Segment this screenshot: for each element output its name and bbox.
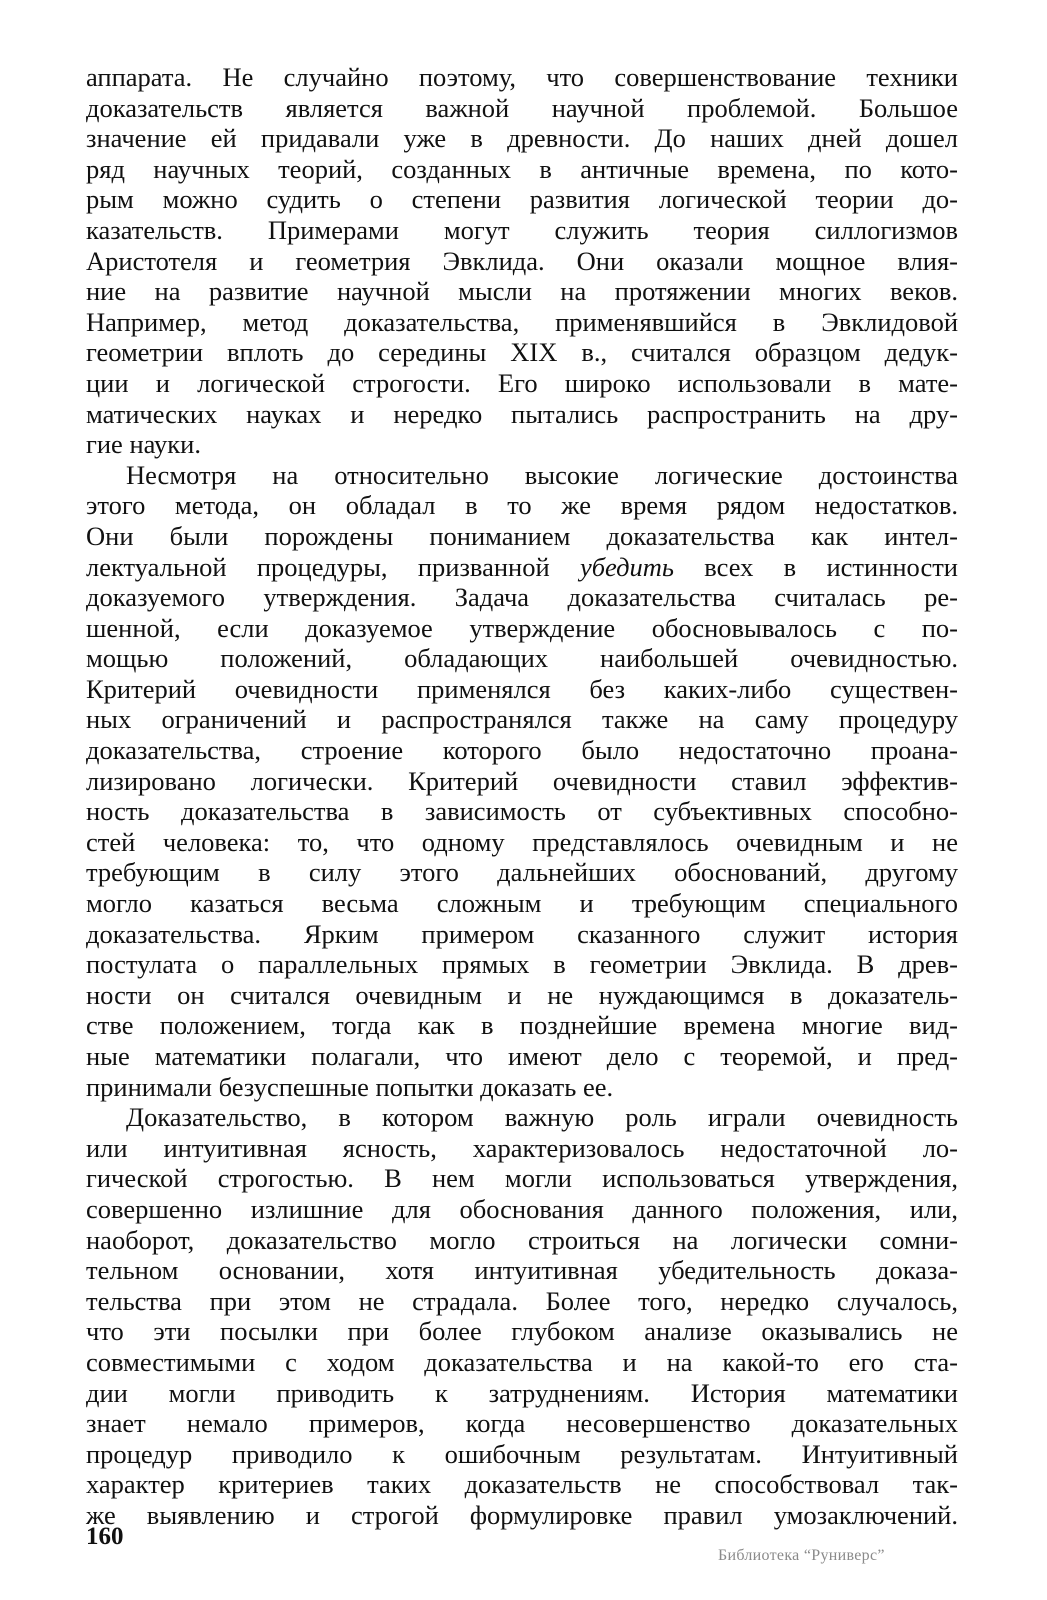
text-line: геометрии вплоть до середины XIX в., считался образцом дедук-: [86, 337, 958, 368]
text-line: совершенно излишние для обоснования данного положения, или,: [86, 1193, 958, 1224]
text-line: шенной, если доказуемое утверждение обосновывалось с по-: [86, 612, 958, 643]
text-line: что эти посылки при более глубоком анализе оказывались не: [86, 1316, 958, 1347]
text-line: могло казаться весьма сложным и требующим специального: [86, 888, 958, 919]
text-line: значение ей придавали уже в древности. До наших дней дошел: [86, 123, 958, 154]
text-line: же выявлению и строгой формулировке правил умозаключений.: [86, 1499, 958, 1530]
text-line: Доказательство, в котором важную роль играли очевидность: [126, 1102, 958, 1133]
text-line: доказуемого утверждения. Задача доказательства считалась ре-: [86, 582, 958, 613]
paragraph-2: [86, 460, 958, 1102]
text-line: постулата о параллельных прямых в геометрии Эвклида. В древ-: [86, 949, 958, 980]
text-line: ные математики полагали, что имеют дело с теоремой, и пред-: [86, 1041, 958, 1071]
text-line: процедур приводило к ошибочным результатам. Интуитивный: [86, 1438, 958, 1469]
text-line: казательств. Примерами могут служить теория силлогизмов: [86, 214, 958, 245]
page-number: 160: [86, 1523, 124, 1550]
text-line: Аристотеля и геометрия Эвклида. Они оказали мощное влия-: [86, 245, 958, 276]
text-line: знает немало примеров, когда несовершенство доказательных: [86, 1408, 958, 1439]
paragraph-3: [86, 1102, 958, 1530]
text-line: тельном основании, хотя интуитивная убедительность доказа-: [86, 1255, 958, 1286]
text-line: тельства при этом не страдала. Более того, нередко случалось,: [86, 1285, 958, 1316]
text-line: наоборот, доказательство могло строиться на логически сомни-: [86, 1224, 958, 1255]
text-line: характер критериев таких доказательств не способствовал так-: [86, 1469, 958, 1500]
text-line: или интуитивная ясность, характеризовалось недостаточной ло-: [86, 1132, 958, 1163]
text-line: гической строгостью. В нем могли использоваться утверждения,: [86, 1163, 958, 1194]
text-line: ряд научных теорий, созданных в античные времена, по кото-: [86, 153, 958, 184]
text-line: дии могли приводить к затруднениям. История математики: [86, 1377, 958, 1408]
text-line: ность доказательства в зависимость от субъективных способно-: [86, 796, 958, 827]
text-line: ние на развитие научной мысли на протяжении многих веков.: [86, 276, 958, 307]
text-line: этого метода, он обладал в то же время рядом недостатков.: [86, 490, 958, 521]
text-line: Несмотря на относительно высокие логические достоинства: [126, 459, 958, 490]
text-line: аппарата. Не случайно поэтому, что совершенствование техники: [86, 62, 958, 92]
text-line: мощью положений, обладающих наибольшей очевидностью.: [86, 643, 958, 674]
text-line: требующим в силу этого дальнейших обоснований, другому: [86, 857, 958, 888]
text-line: гие науки.: [86, 429, 201, 460]
text-fragment: лектуальной процедуры, призванной: [86, 551, 550, 582]
text-line: доказательств является важной научной проблемой. Большое: [86, 92, 958, 123]
paragraph-1: [86, 62, 958, 460]
text-line: лизировано логически. Критерий очевидности ставил эффектив-: [86, 765, 958, 796]
text-line: ции и логической строгости. Его широко использовали в мате-: [86, 367, 958, 398]
text-line: стве положением, тогда как в позднейшие времена многие вид-: [86, 1010, 958, 1041]
text-fragment: всех в истинности: [704, 551, 958, 582]
text-line: доказательства, строение которого было недостаточно проана-: [86, 735, 958, 766]
emphasized-word: убедить: [579, 551, 674, 582]
text-line: [86, 552, 958, 583]
text-line: Критерий очевидности применялся без каких-либо существен-: [86, 673, 958, 704]
text-line: доказательства. Ярким примером сказанного служит история: [86, 918, 958, 949]
text-line: совместимыми с ходом доказательства и на какой-то его ста-: [86, 1346, 958, 1377]
text-line: ности он считался очевидным и не нуждающимся в доказатель-: [86, 979, 958, 1010]
text-line: матических науках и нередко пытались распространить на дру-: [86, 398, 958, 429]
library-watermark: Библиотека “Руниверс”: [718, 1547, 885, 1564]
text-line: принимали безуспешные попытки доказать ее.: [86, 1071, 614, 1102]
text-line: ных ограничений и распространялся также на саму процедуру: [86, 704, 958, 735]
text-line: рым можно судить о степени развития логической теории до-: [86, 184, 958, 215]
text-line: стей человека: то, что одному представлялось очевидным и не: [86, 826, 958, 857]
text-line: Они были порождены пониманием доказательства как интел-: [86, 520, 958, 551]
page-body: [86, 62, 958, 1531]
text-line: Например, метод доказательства, применявшийся в Эвклидовой: [86, 306, 958, 337]
